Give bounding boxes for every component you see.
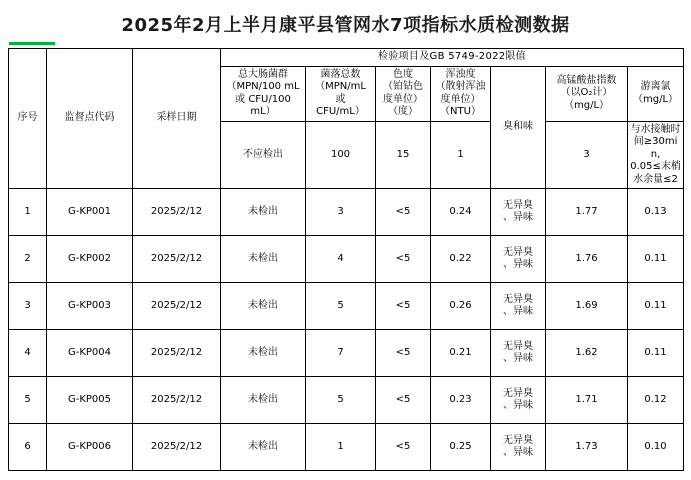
cell-index: 2	[9, 236, 47, 283]
header-site-code: 监督点代码	[47, 49, 133, 189]
header-free-chlorine: 游离氯 （mg/L）	[628, 66, 684, 121]
cell-index: 6	[9, 424, 47, 471]
cell-turbidity: 0.26	[431, 283, 491, 330]
table-row	[9, 377, 684, 424]
cell-color: <5	[376, 283, 431, 330]
cell-index: 4	[9, 330, 47, 377]
cell-site-code: G-KP002	[47, 236, 133, 283]
table-row	[9, 236, 684, 283]
cell-site-code: G-KP006	[47, 424, 133, 471]
cell-color: <5	[376, 424, 431, 471]
cell-turbidity: 0.22	[431, 236, 491, 283]
cell-free-chlorine: 0.13	[628, 189, 684, 236]
cell-index: 5	[9, 377, 47, 424]
cell-free-chlorine: 0.11	[628, 283, 684, 330]
cell-permanganate: 1.69	[546, 283, 628, 330]
header-turbidity: 浑浊度 （散射浑浊 度单位） （NTU）	[431, 66, 491, 121]
cell-total-coliform: 未检出	[221, 424, 306, 471]
header-group-standard: 检验项目及GB 5749-2022限值	[221, 49, 684, 67]
cell-sample-date: 2025/2/12	[133, 424, 221, 471]
cell-permanganate: 1.76	[546, 236, 628, 283]
header-total-coliform: 总大肠菌群 （MPN/100 mL 或 CFU/100 mL）	[221, 66, 306, 121]
cell-permanganate: 1.71	[546, 377, 628, 424]
cell-color: <5	[376, 189, 431, 236]
cell-free-chlorine: 0.11	[628, 330, 684, 377]
cell-permanganate: 1.62	[546, 330, 628, 377]
cell-index: 1	[9, 189, 47, 236]
cell-color: <5	[376, 236, 431, 283]
cell-turbidity: 0.24	[431, 189, 491, 236]
table-row	[9, 189, 684, 236]
cell-sample-date: 2025/2/12	[133, 189, 221, 236]
limit-turbidity: 1	[431, 121, 491, 189]
limit-colony-count: 100	[306, 121, 376, 189]
cell-total-coliform: 未检出	[221, 330, 306, 377]
cell-permanganate: 1.73	[546, 424, 628, 471]
cell-turbidity: 0.25	[431, 424, 491, 471]
limit-free-chlorine: 与水接触时 间≥30min, 0.05≤末梢 水余量≤2	[628, 121, 684, 189]
cell-odor-taste: 无异臭 、异味	[491, 377, 546, 424]
cell-color: <5	[376, 330, 431, 377]
cell-sample-date: 2025/2/12	[133, 236, 221, 283]
cell-colony-count: 5	[306, 377, 376, 424]
cell-site-code: G-KP001	[47, 189, 133, 236]
cell-colony-count: 4	[306, 236, 376, 283]
cell-free-chlorine: 0.12	[628, 377, 684, 424]
cell-total-coliform: 未检出	[221, 236, 306, 283]
cell-odor-taste: 无异臭 、异味	[491, 424, 546, 471]
cell-total-coliform: 未检出	[221, 283, 306, 330]
limit-total-coliform: 不应检出	[221, 121, 306, 189]
cell-odor-taste: 无异臭 、异味	[491, 189, 546, 236]
cell-turbidity: 0.23	[431, 377, 491, 424]
table-row	[9, 330, 684, 377]
cell-permanganate: 1.77	[546, 189, 628, 236]
cell-colony-count: 1	[306, 424, 376, 471]
cell-turbidity: 0.21	[431, 330, 491, 377]
cell-odor-taste: 无异臭 、异味	[491, 236, 546, 283]
table-row	[9, 283, 684, 330]
table-group-header-row	[9, 49, 684, 67]
limit-permanganate: 3	[546, 121, 628, 189]
cell-site-code: G-KP005	[47, 377, 133, 424]
cell-odor-taste: 无异臭 、异味	[491, 330, 546, 377]
limit-color: 15	[376, 121, 431, 189]
cell-site-code: G-KP003	[47, 283, 133, 330]
cell-index: 3	[9, 283, 47, 330]
cell-colony-count: 5	[306, 283, 376, 330]
page-title: 2025年2月上半月康平县管网水7项指标水质检测数据	[121, 15, 570, 36]
cell-colony-count: 7	[306, 330, 376, 377]
table-row	[9, 424, 684, 471]
cell-total-coliform: 未检出	[221, 189, 306, 236]
cell-site-code: G-KP004	[47, 330, 133, 377]
cell-total-coliform: 未检出	[221, 377, 306, 424]
cell-colony-count: 3	[306, 189, 376, 236]
cell-odor-taste: 无异臭 、异味	[491, 283, 546, 330]
cell-free-chlorine: 0.11	[628, 236, 684, 283]
cell-free-chlorine: 0.10	[628, 424, 684, 471]
cell-color: <5	[376, 377, 431, 424]
header-permanganate: 高锰酸盐指数 （以O₂计） （mg/L）	[546, 66, 628, 121]
header-colony-count: 菌落总数 （MPN/mL 或 CFU/mL）	[306, 66, 376, 121]
cell-sample-date: 2025/2/12	[133, 377, 221, 424]
header-sample-date: 采样日期	[133, 49, 221, 189]
cell-sample-date: 2025/2/12	[133, 330, 221, 377]
header-color: 色度 （铂钴色 度单位） （度）	[376, 66, 431, 121]
header-index: 序号	[9, 49, 47, 189]
water-quality-table	[8, 48, 684, 471]
cell-sample-date: 2025/2/12	[133, 283, 221, 330]
green-marker	[9, 42, 55, 45]
header-odor-taste: 臭和味	[491, 66, 546, 189]
